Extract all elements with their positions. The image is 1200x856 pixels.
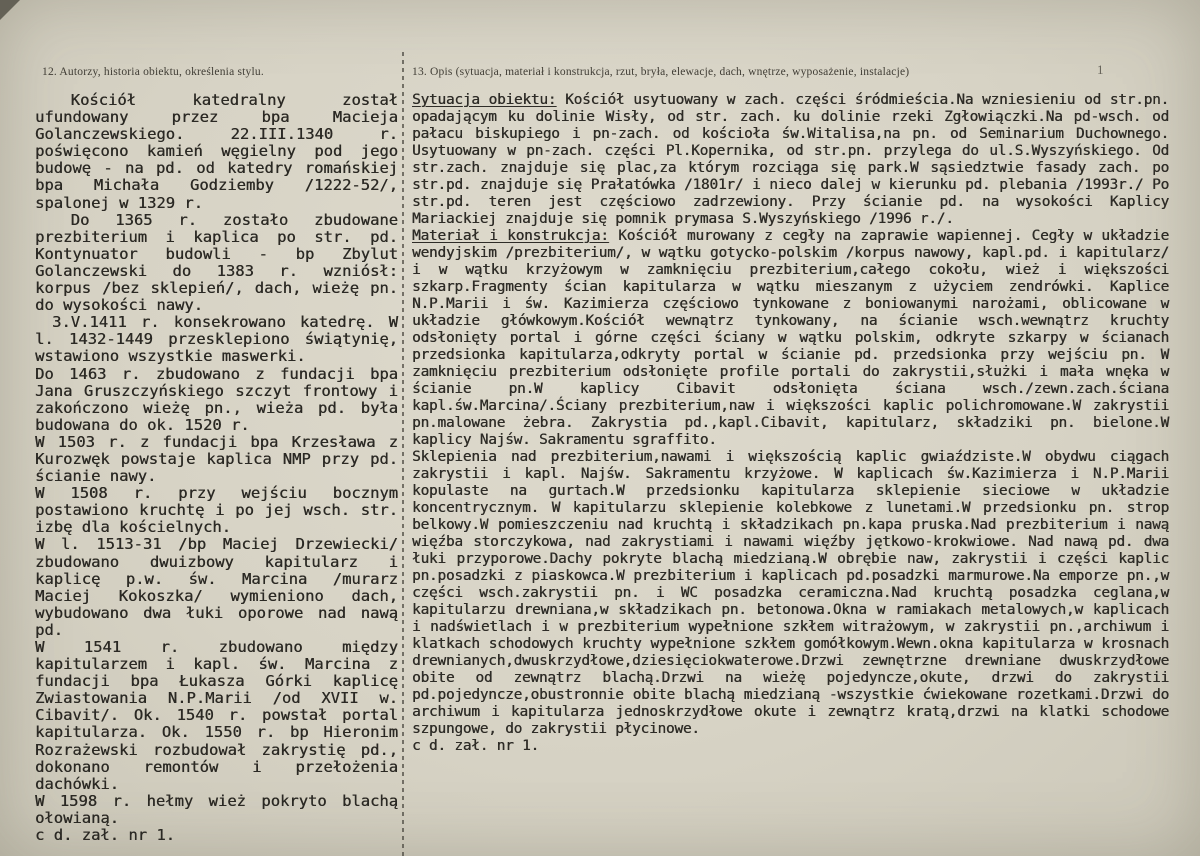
column-divider (402, 52, 404, 856)
section-13-header: 13. Opis (sytuacja, materiał i konstrukcja, rzut, bryła, elewacje, dach, wnętrze, wyposażenie, instalacje) (412, 66, 910, 78)
page-number-mark: 1 (1097, 62, 1104, 77)
history-paragraph: Do 1463 r. zbudowano z fundacji bpa Jana Gruszczyńskiego szczyt frontowy i zakończono wieżę pn., wieża pd. była budowana do ok. 1520 r. (35, 364, 398, 434)
section-label: Materiał i konstrukcja: (412, 228, 609, 244)
section-12-header: 12. Autorzy, historia obiektu, określenia stylu. (42, 66, 264, 78)
description-section-vaults: Sklepienia nad prezbiterium,nawami i większością kaplic gwiaździste.W obydwu ciągach zakrystii i kapl. Najśw. Sakramentu krzyżowe. W kaplicach św.Kazimierza i N.P.Marii kopulaste na gurtach.W przedsionku kapitularza sklepienie sieciowe w układzie koncentrycznym. W kapitularzu sklepienie kolebkowe z lunetami.W przedsionku pn. strop belkowy.W pomieszczeniu nad kruchtą i składzikach pn.kapa pruska.Nad prezbiterium i nawą więźba storczykowa, nad zakrystiami i nawami więźby jętkowo-krokwiowe. Nad nawą pd. dwa łuki przyporowe.Dachy pokryte blachą miedzianą.W obrębie naw, zakrystii i części kaplic pn.posadzki z piaskowca.W prezbiterium i kaplicach pd.posadzki marmurowe.Na emporze pn.,w części wsch.zakrystii pn. i WC posadzka ceramiczna.Nad kruchtą posadzka ceglana,w kapitularzu drewniana,w składzikach pn. betonowa.Okna w ramiakach metalowych,w kaplicach i nadświetlach i w prezbiterium wypełnione szkłem witrażowym, w zakrystii pn.,archiwum i klatkach schodowych kruchty wypełnione szkłem gomółkowym.Wewn.okna kapitularza w krosnach drewnianych,dwuskrzydłowe,dziesięciokwaterowe.Drzwi zewnętrzne drewniane dwuskrzydłowe obite od zewnątrz blachą.Drzwi na wieżę pojedyncze,okute, drzwi do zakrystii pd.pojedyncze,obustronnie obite blachą miedzianą -wszystkie ćwiekowane rozetkami.Drzwi do archiwum i kapitularza jednoskrzydłowe okute i zewnątrz kratą,drzwi na klatki schodowe szpungowe, do zakrystii płycinowe. (412, 449, 1169, 737)
section-text: Kościół usytuowany w zach. części śródmieścia.Na wzniesieniu od str.pn. opadającym ku dolinie Wisły, od str. zach. ku dolinie rzeki Zgłowiączki.Na pd-wsch. od pałacu biskupiego i pn-zach. od kościoła św.Witalisa,na pn. od Seminarium Duchownego. Usytuowany w pn-zach. części Pl.Kopernika, od str.pn. przylega do ul.S.Wyszyńskiego. Od str.zach. znajduje się plac,za którym rozciąga się park.W sąsiedztwie fasady zach. po str.pd. znajduje się Prałatówka /1801r/ i nieco dalej w kierunku pd. plebania /1993r./ Po str.pd. teren jest częściowo zadrzewiony. Przy ścianie pd. na wysokości Kaplicy Mariackiej znajduje się pomnik prymasa S.Wyszyńskiego /1996 r./. (412, 92, 1170, 227)
scan-corner-artifact (0, 0, 20, 20)
section-text: Kościół murowany z cegły na zaprawie wapiennej. Cegły w układzie wendyjskim /prezbiterium/, w wątku gotycko-polskim /korpus nawowy, kapl.pd. i kapitularz/ i w wątku krzyżowym w zamknięciu prezbiterium,całego cokołu, wież i większości szkarp.Fragmenty ścian kapitularza w wątku mieszanym z użyciem zendrówki. Kaplice N.P.Marii i św. Kazimierza częściowo tynkowane z boniowanymi narożami, oblicowane w układzie główkowym.Kościół wewnątrz tynkowany, na ścianie wsch.wewnątrz kruchty odsłonięty portal i górne części ściany w wątku polskim, odkryte szkarpy w ścianach przedsionka kapitularza,odkryty portal w ścianie pd. przedsionka przy wejściu pn. W zamknięciu prezbiterium odsłonięte profile portali do zakrystii,służki i mała wnęka w ścianie pn.W kaplicy Cibavit odsłonięta ściana wsch./zewn.zach.ściana kapl.św.Marcina/.Ściany prezbiterium,naw i większości kaplic polichromowane.W zakrystii pn.malowane żebra. Zakrystia pd.,kapl.Cibavit, kapitularz, składziki pn. bielone.W kaplicy Najśw. Sakramentu sgraffito. (412, 228, 1169, 448)
history-paragraph: 3.V.1411 r. konsekrowano katedrę. W l. 1432-1449 przesklepiono świątynię, wstawiono wszystkie maswerki. (35, 313, 398, 366)
continuation-note: c d. zał. nr 1. (412, 738, 539, 754)
description-section-material (412, 228, 1169, 449)
section-label: Sytuacja obiektu: (412, 92, 557, 108)
description-section-situation (412, 92, 1169, 228)
continuation-note: c d. zał. nr 1. (35, 826, 175, 845)
history-paragraph: W 1598 r. hełmy wież pokryto blachą ołowianą. (35, 791, 398, 827)
history-paragraph: W 1503 r. z fundacji bpa Krzesława z Kurozwęk powstaje kaplica NMP przy pd. ścianie nawy. (35, 432, 398, 486)
history-paragraph: W 1541 r. zbudowano między kapitularzem i kapl. św. Marcina z fundacji bpa Łukasza Górki kaplicę Zwiastowania N.P.Marii /od XVII w. Cibavit/. Ok. 1540 r. powstał portal kapitularza. Ok. 1550 r. bp Hieronim Rozrażewski rozbudował zakrystię pd., dokonano remontów i przełożenia dachówki. (35, 638, 398, 793)
history-paragraph: Do 1365 r. zostało zbudowane prezbiterium i kaplica po str. pd. Kontynuator budowli - bp Zbylut Golanczewski do 1383 r. wzniósł: korpus /bez sklepień/, dach, wieżę pn. do wysokości nawy. (35, 210, 398, 315)
history-paragraph: W l. 1513-31 /bp Maciej Drzewiecki/ zbudowano dwuizbowy kapitularz i kaplicę p.w. św. Marcina /murarz Maciej Kokoszka/ wymieniono dach, wybudowano dwa łuki oporowe nad nawą pd. (35, 535, 398, 639)
history-paragraph: Kościół katedralny został ufundowany przez bpa Macieja Golanczewskiego. 22.III.1340 r. poświęcono kamień węgielny pod jego budowę - na pd. od katedry romańskiej bpa Michała Godziemby /1222-52/, spalonej w 1329 r. (35, 91, 398, 212)
description-column (412, 92, 1169, 755)
history-paragraph: W 1508 r. przy wejściu bocznym postawiono kruchtę i po jej wsch. str. izbę dla kościelnych. (35, 484, 398, 537)
history-column (35, 92, 398, 844)
